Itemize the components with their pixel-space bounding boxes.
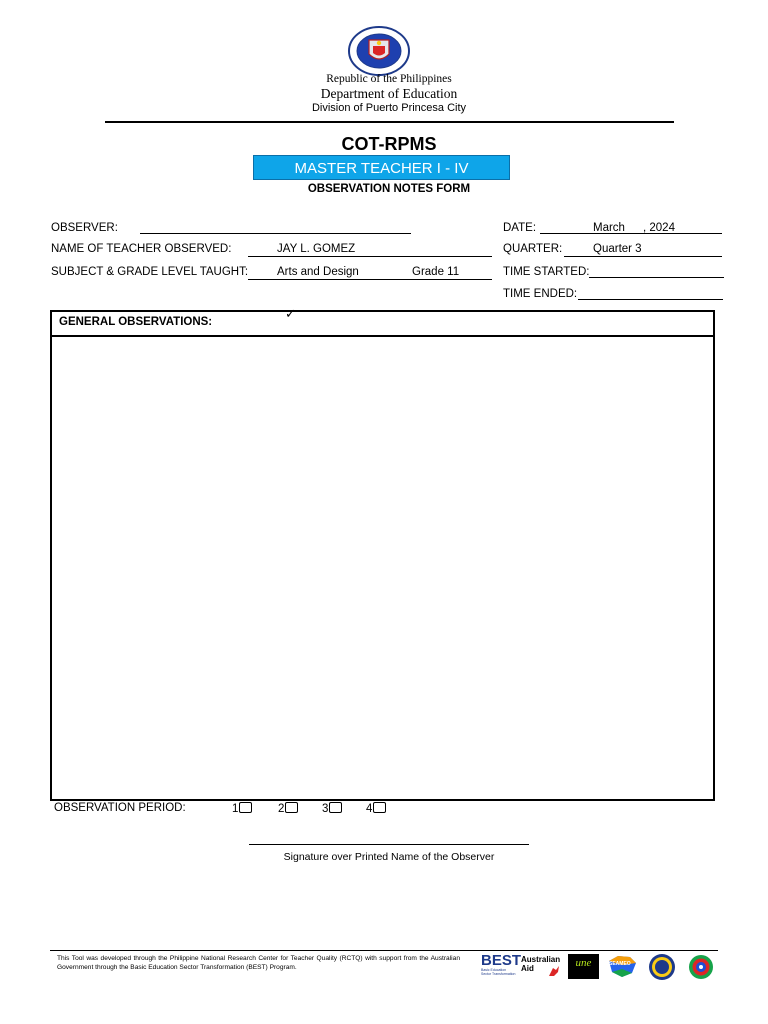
signature-caption: Signature over Printed Name of the Observer: [283, 851, 495, 863]
australian-aid-logo: Australian Aid: [521, 955, 563, 981]
best-logo: BEST Basic Education Sector Transformation: [481, 952, 522, 976]
quarter-label: QUARTER:: [503, 243, 563, 255]
observations-area[interactable]: [50, 335, 715, 801]
une-logo: une: [568, 954, 599, 979]
time-ended-field[interactable]: [578, 299, 723, 300]
date-month: March: [593, 222, 625, 234]
observations-header: [50, 306, 715, 337]
time-started-field[interactable]: [589, 277, 724, 278]
period-label: OBSERVATION PERIOD:: [54, 802, 186, 814]
rctq-seal-logo: [648, 953, 676, 981]
footer-text: This Tool was developed through the Philippine National Research Center for Teacher Quality (RCTQ) with support from the Australian Government through the Basic Education Sector Transformation (BEST) Program.: [57, 955, 460, 971]
division-text: Division of Puerto Princesa City: [311, 102, 467, 114]
republic-text: Republic of the Philippines: [326, 73, 452, 85]
time-started-label: TIME STARTED:: [503, 266, 590, 278]
teacher-label: NAME OF TEACHER OBSERVED:: [51, 243, 232, 255]
teacher-value: JAY L. GOMEZ: [277, 243, 356, 255]
period-checkbox[interactable]: [285, 802, 298, 813]
period-checkbox[interactable]: [239, 802, 252, 813]
time-ended-label: TIME ENDED:: [503, 288, 578, 300]
period-option-3[interactable]: 3: [322, 802, 342, 815]
seameo-logo: SEAMEO: [606, 953, 638, 979]
subject-field[interactable]: [248, 279, 492, 280]
subject-value: Arts and Design: [277, 266, 359, 278]
form-subtitle: OBSERVATION NOTES FORM: [307, 183, 471, 195]
partner-logo: [686, 953, 716, 981]
footer-divider: [50, 950, 718, 951]
observer-field[interactable]: [140, 233, 411, 234]
signature-line[interactable]: [249, 844, 529, 845]
deped-seal-logo: [347, 26, 411, 76]
observer-label: OBSERVER:: [51, 222, 118, 234]
period-checkbox[interactable]: [329, 802, 342, 813]
quarter-field[interactable]: [564, 256, 722, 257]
grade-value: Grade 11: [412, 266, 460, 278]
date-year: , 2024: [643, 222, 675, 234]
observations-label: GENERAL OBSERVATIONS:: [59, 316, 213, 328]
period-checkbox[interactable]: [373, 802, 386, 813]
department-text: Department of Education: [320, 86, 458, 101]
period-option-1[interactable]: 1: [232, 802, 252, 815]
teacher-field[interactable]: [248, 256, 492, 257]
quarter-value: Quarter 3: [593, 243, 642, 255]
header-divider: [105, 121, 674, 123]
subject-label: SUBJECT & GRADE LEVEL TAUGHT:: [51, 266, 249, 278]
period-option-2[interactable]: 2: [278, 802, 298, 815]
date-field[interactable]: [540, 233, 722, 234]
form-title: COT-RPMS: [341, 134, 437, 154]
date-label: DATE:: [503, 222, 537, 234]
check-mark-icon: ✓: [285, 306, 296, 321]
period-option-4[interactable]: 4: [366, 802, 386, 815]
form-banner: MASTER TEACHER I - IV: [253, 155, 510, 180]
